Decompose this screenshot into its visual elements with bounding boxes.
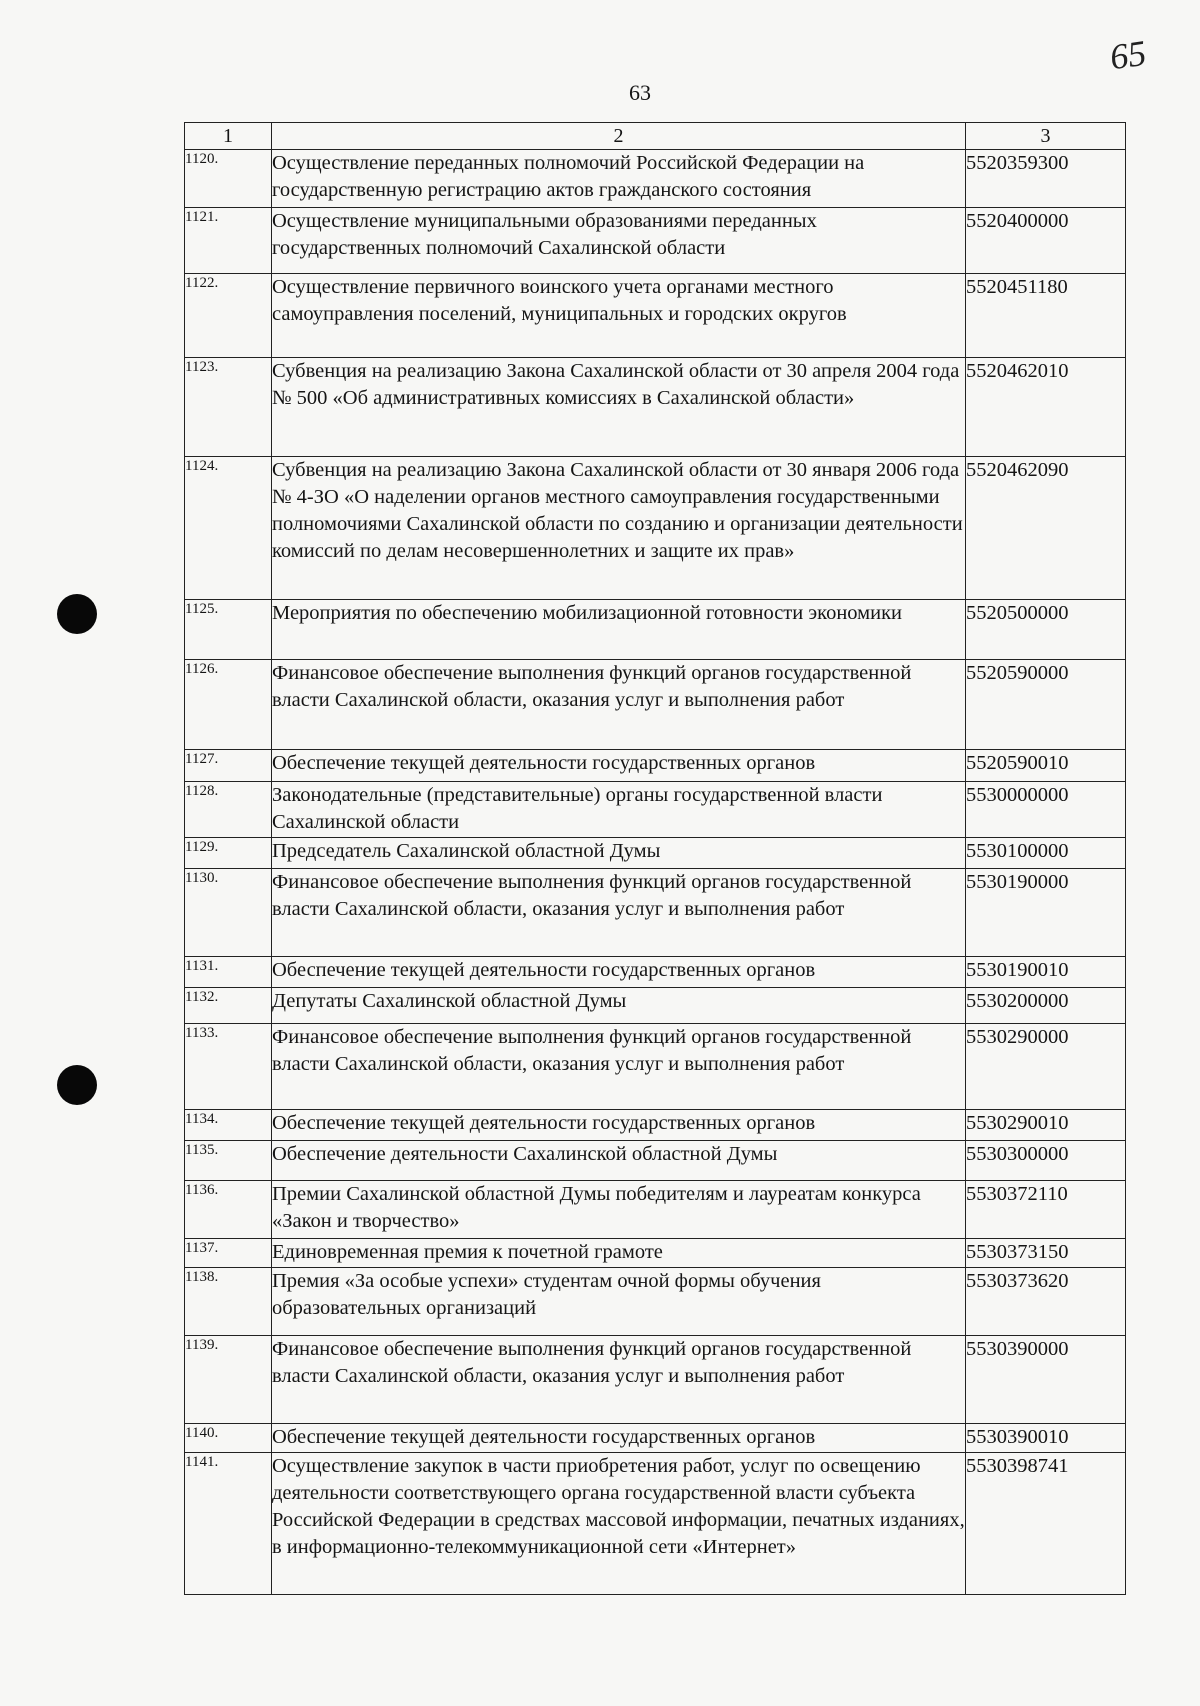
row-code: 5520462090 [966,457,1126,600]
row-name: Осуществление муниципальными образованиями переданных государственных полномочий Сахалинской области [272,208,966,274]
row-number: 1124. [185,457,272,600]
row-code: 5530100000 [966,838,1126,869]
row-number: 1127. [185,750,272,782]
row-name: Мероприятия по обеспечению мобилизационной готовности экономики [272,600,966,660]
row-code: 5520451180 [966,274,1126,358]
row-code: 5530200000 [966,988,1126,1024]
table-row [185,358,1126,457]
handwritten-page-number: 65 [1107,32,1149,78]
row-code: 5530398741 [966,1453,1126,1595]
table-row [185,208,1126,274]
row-code: 5520590010 [966,750,1126,782]
row-number: 1123. [185,358,272,457]
row-name: Председатель Сахалинской областной Думы [272,838,966,869]
row-name: Финансовое обеспечение выполнения функций органов государственной власти Сахалинской области, оказания услуг и выполнения работ [272,1336,966,1424]
row-code: 5530390000 [966,1336,1126,1424]
table-row [185,838,1126,869]
row-code: 5520359300 [966,150,1126,208]
row-number: 1122. [185,274,272,358]
table-row [185,1268,1126,1336]
header-cell-code: 3 [966,123,1126,150]
row-name: Законодательные (представительные) органы государственной власти Сахалинской области [272,782,966,838]
table-row [185,1110,1126,1141]
row-name: Обеспечение текущей деятельности государственных органов [272,957,966,988]
row-name: Обеспечение текущей деятельности государственных органов [272,1110,966,1141]
row-number: 1126. [185,660,272,750]
row-number: 1135. [185,1141,272,1181]
row-code: 5530300000 [966,1141,1126,1181]
row-code: 5530190010 [966,957,1126,988]
table-row [185,274,1126,358]
table-row [185,1181,1126,1239]
row-number: 1141. [185,1453,272,1595]
table-header-row [185,123,1126,150]
table-row [185,1239,1126,1268]
row-name: Единовременная премия к почетной грамоте [272,1239,966,1268]
row-number: 1139. [185,1336,272,1424]
row-name: Финансовое обеспечение выполнения функций органов государственной власти Сахалинской области, оказания услуг и выполнения работ [272,869,966,957]
row-number: 1130. [185,869,272,957]
row-code: 5530390010 [966,1424,1126,1453]
row-name: Субвенция на реализацию Закона Сахалинской области от 30 января 2006 года № 4-ЗО «О наделении органов местного самоуправления государственными полномочиями Сахалинской области по созданию и организации деятельности комиссий по делам несовершеннолетних и защите их прав» [272,457,966,600]
row-number: 1128. [185,782,272,838]
row-code: 5530190000 [966,869,1126,957]
row-number: 1125. [185,600,272,660]
header-cell-number: 1 [185,123,272,150]
punch-hole [57,594,97,634]
row-name: Премии Сахалинской областной Думы победителям и лауреатам конкурса «Закон и творчество» [272,1181,966,1239]
row-number: 1138. [185,1268,272,1336]
row-number: 1121. [185,208,272,274]
row-name: Премия «За особые успехи» студентам очной формы обучения образовательных организаций [272,1268,966,1336]
table-row [185,869,1126,957]
page-number: 63 [629,80,651,105]
row-number: 1132. [185,988,272,1024]
table-row [185,1141,1126,1181]
table-row [185,1424,1126,1453]
row-code: 5530373620 [966,1268,1126,1336]
table-row [185,988,1126,1024]
header-cell-name: 2 [272,123,966,150]
row-code: 5530372110 [966,1181,1126,1239]
row-code: 5520500000 [966,600,1126,660]
table-row [185,1453,1126,1595]
row-name: Осуществление первичного воинского учета органами местного самоуправления поселений, муниципальных и городских округов [272,274,966,358]
table-row [185,782,1126,838]
row-name: Обеспечение текущей деятельности государственных органов [272,750,966,782]
table-row [185,1024,1126,1110]
table-row [185,600,1126,660]
table-row [185,150,1126,208]
row-number: 1129. [185,838,272,869]
row-number: 1131. [185,957,272,988]
row-name: Осуществление закупок в части приобретения работ, услуг по освещению деятельности соответствующего органа государственной власти субъекта Российской Федерации в средствах массовой информации, печатных изданиях, в информационно-телекоммуникационной сети «Интернет» [272,1453,966,1595]
row-number: 1120. [185,150,272,208]
table-row [185,750,1126,782]
row-name: Финансовое обеспечение выполнения функций органов государственной власти Сахалинской области, оказания услуг и выполнения работ [272,1024,966,1110]
row-code: 5530290010 [966,1110,1126,1141]
row-code: 5520590000 [966,660,1126,750]
table-row [185,457,1126,600]
row-code: 5530000000 [966,782,1126,838]
row-name: Обеспечение деятельности Сахалинской областной Думы [272,1141,966,1181]
row-number: 1137. [185,1239,272,1268]
row-name: Депутаты Сахалинской областной Думы [272,988,966,1024]
row-code: 5520400000 [966,208,1126,274]
row-number: 1140. [185,1424,272,1453]
row-code: 5520462010 [966,358,1126,457]
row-code: 5530290000 [966,1024,1126,1110]
row-name: Обеспечение текущей деятельности государственных органов [272,1424,966,1453]
table-row [185,660,1126,750]
row-name: Осуществление переданных полномочий Российской Федерации на государственную регистрацию актов гражданского состояния [272,150,966,208]
row-code: 5530373150 [966,1239,1126,1268]
table-row [185,957,1126,988]
row-name: Субвенция на реализацию Закона Сахалинской области от 30 апреля 2004 года № 500 «Об административных комиссиях в Сахалинской области» [272,358,966,457]
table-row [185,1336,1126,1424]
classification-table [184,122,1126,1595]
row-number: 1133. [185,1024,272,1110]
row-number: 1136. [185,1181,272,1239]
row-number: 1134. [185,1110,272,1141]
row-name: Финансовое обеспечение выполнения функций органов государственной власти Сахалинской области, оказания услуг и выполнения работ [272,660,966,750]
punch-hole [57,1065,97,1105]
